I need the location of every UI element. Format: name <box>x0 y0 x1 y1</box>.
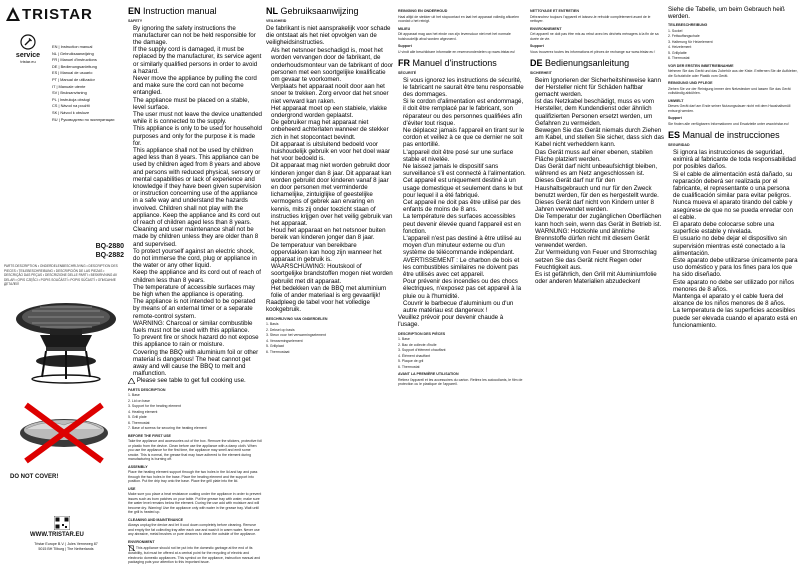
support-text-fr: Vous trouverez toutes les informations et pièces de rechange sur www.tristar.eu ! <box>530 49 656 54</box>
heading-before-de: VOR DER ERSTEN INBETRIEBNAHME <box>668 63 734 68</box>
address-line: 5015 BH Tilburg | The Netherlands <box>38 546 94 551</box>
heading-before-en: BEFORE THE FIRST USE <box>128 433 171 438</box>
safety-list-nl <box>266 47 394 299</box>
hot-surface-icon <box>128 378 135 384</box>
section-title-en: EN Instruction manual <box>128 6 217 16</box>
safety-item: • Bewegen Sie das Gerät niemals durch Ziehen am Kabel, und stellen Sie sicher, dass sich das Kabel nicht verheddern kann. <box>535 127 664 149</box>
safety-item: • The temperature of accessible surfaces may be high when the appliance is operating. <box>133 284 262 298</box>
safety-item: • Este aparato no debe ser utilizado por niños menores de 8 años. <box>673 279 798 293</box>
cleaning-text-de: Ziehen Sie vor der Reinigung immer den Netzstecker und lassen Sie das Gerät vollständig abkühlen. <box>668 86 791 96</box>
section-title-es: ES Manual de instrucciones <box>668 130 780 141</box>
do-not-cover-label: DO NOT COVER! <box>10 474 59 480</box>
safety-item: • WARNUNG: Holzkohle und ähnliche Brennstoffe dürfen nicht mit diesem Gerät verwendet werden. <box>535 228 664 250</box>
language-item: FR | Manuel d'instructions <box>52 57 97 63</box>
part-item: 1. Base <box>128 393 140 398</box>
safety-item: • Si el cable de alimentación está dañado, su reparación deberá ser realizada por el fabricante, el representante o una persona de cualificación similar para evitar peligros. <box>673 171 798 200</box>
website-link[interactable]: WWW.TRISTAR.EU <box>30 532 84 538</box>
language-item: PT | Manual de utilizador <box>52 76 95 82</box>
part-item: 1. Base <box>398 337 410 342</box>
safety-item: • Das Gerät muss auf einer ebenen, stabilen Fläche platziert werden. <box>535 149 664 163</box>
heading-cleaning-nl: REINIGING EN ONDERHOUD <box>398 9 448 13</box>
heading-use-en: USE <box>128 486 136 491</box>
qr-code-icon <box>54 516 70 530</box>
safety-item: • Dit apparaat is uitsluitend bedoeld voor huishoudelijk gebruik en voor het doel waar het voor bedoeld is. <box>271 141 394 163</box>
heading-cleaning-fr: NETTOYAGE ET ENTRETIEN <box>530 9 579 13</box>
safety-item: • L'appareil n'est pas destiné à être utilisé au moyen d'un minuteur externe ou d'un système de télécommande indépendant. <box>403 235 526 257</box>
safety-item: • By ignoring the safety instructions the manufacturer can not be held responsible for the damage. <box>133 25 262 47</box>
assembly-text-en: Place the heating element support through the two holes in the lid and tap and pass through the two holes in the base. Place the heating element and the support into position. Put the drip tray onto the base. Place the grill plate into the lid. <box>128 470 258 484</box>
safety-item: • Este aparato debe utilizarse únicamente para uso doméstico y para los fines para los que ha sido diseñado. <box>673 257 798 279</box>
heading-parts-en: PARTS DESCRIPTION <box>128 387 166 392</box>
safety-item: • Mantenga el aparato y el cable fuera del alcance de los niños menores de 8 años. <box>673 293 798 307</box>
part-item: 5. Plaque de gril <box>398 359 424 364</box>
part-item: 4. Heizelement <box>668 45 692 50</box>
part-item: 2. Bac de collecte d'huile <box>398 342 437 347</box>
safety-item: • Cet appareil est uniquement destiné à un usage domestique et seulement dans le but pour lequel il a été fabriqué. <box>403 177 526 199</box>
safety-item: • To protect yourself against an electric shock, do not immerse the cord, plug or appliance in the water or any other liquid. <box>133 248 262 270</box>
safety-list-fr <box>398 77 526 315</box>
note-fr: Veuillez prévoir pour devenir chaude à l'usage. <box>398 314 504 329</box>
safety-item: • El aparato debe colocarse sobre una superficie estable y nivelada. <box>673 221 798 235</box>
part-item: 5. Grillplatte <box>668 50 687 55</box>
safety-list-en <box>128 25 262 378</box>
hot-surface-note <box>128 377 262 384</box>
safety-item: • Si le cordon d'alimentation est endommagé, il doit être remplacé par le fabricant, son réparateur ou des personnes qualifiées afin d'éviter tout risque. <box>403 98 526 127</box>
heading-support-fr: Support <box>530 44 544 48</box>
parts-heading-multilang: PARTS DESCRIPTION • ONDERDELENBESCHRIJVING • DESCRIPTION DES PIECES • TEILEBESCHREIBUNG • DESCRIPCIÓN DE LAS PIEZAS • DESCRIÇÃO DAS PEÇAS • DESCRIZIONE DELLE PARTI • BESKRIVNING AV DELAR • OPIS CZĘŚCI • POPIS SOUČÁSTÍ • POPIS SÚČASTÍ • ОПИСАНИЕ ДЕТАЛЕЙ <box>4 264 118 287</box>
part-item: 3. Halterung für Heizelement <box>668 39 713 44</box>
model-number: BQ-2880 <box>95 243 124 250</box>
covered-grill-warning-icon <box>6 399 122 469</box>
support-text-nl: U vindt alle beschikbare informatie en reserveonderdelen op www.tristar.eu! <box>398 49 516 54</box>
safety-item: • Couvrir le barbecue d'aluminium ou d'un autre matériau est dangereux ! <box>403 300 526 314</box>
service-label: service <box>15 52 41 59</box>
part-item: 1. Basis <box>266 322 279 327</box>
part-item: 5. Grill plate <box>128 415 147 420</box>
grill-product-image <box>10 289 122 385</box>
safety-item: • Si vous ignorez les instructions de sécurité, le fabricant ne saurait être tenu responsable des dommages. <box>403 77 526 99</box>
language-item: ES | Manual de usuario <box>52 70 93 76</box>
part-item: 2. Deksel op basis <box>266 327 295 332</box>
language-list <box>52 44 122 123</box>
heading-safety-es: SEGURIDAD <box>668 143 690 148</box>
safety-item: • L'appareil doit être posé sur une surface stable et nivelée. <box>403 149 526 163</box>
cleaning-text-nl: Haal altijd de stekker uit het stopcontact en laat het apparaat volledig afkoelen voordat u het reinigt. <box>398 14 520 23</box>
safety-item: • Dit apparaat mag niet worden gebruikt door kinderen jonger dan 8 jaar. Dit apparaat kan worden gebruikt door kinderen vanaf 8 jaar en door personen met verminderde lichamelijke, zintuiglijke of geestelijke vermogens of gebrek aan ervaring en kennis, mits zij onder toezicht staan of instructies krijgen over het veilig gebruik van het apparaat. <box>271 162 394 227</box>
hot-surface-text: Please see table to get full cooking use. <box>136 377 246 385</box>
safety-item: • The appliance is not intended to be operated by means of an external timer or a separate remote-control system. <box>133 298 262 320</box>
section-title-de: DE Bedienungsanleitung <box>530 58 630 68</box>
safety-item: • Houd het apparaat en het netsnoer buiten bereik van kinderen jonger dan 8 jaar. <box>271 227 394 241</box>
heading-env-de: UMWELT <box>668 98 684 103</box>
heading-env-en: ENVIRONMENT <box>128 539 155 544</box>
env-text-en <box>128 545 262 565</box>
safety-item: • The user must not leave the device unattended while it is connected to the supply. <box>133 111 262 125</box>
part-item: 6. Thermostaat <box>266 349 290 354</box>
safety-item: • Pour prévenir des incendies ou des chocs électriques, n'exposez pas cet appareil à la pluie ou à l'humidité. <box>403 278 526 300</box>
model-numbers <box>80 242 124 260</box>
part-item: 3. Steun voor het verwarmingselement <box>266 333 326 338</box>
heading-safety-en: SAFETY <box>128 19 143 23</box>
section-en <box>128 6 262 572</box>
section-title-text: Gebruiksaanwijzing <box>280 6 359 16</box>
note-nl: Raadpleeg de tabel voor het volledige kookgebruik. <box>266 299 370 314</box>
model-number: BQ-2882 <box>95 252 124 259</box>
section-fr-de <box>530 6 664 572</box>
safety-item: • To prevent fire or shock hazard do not expose this appliance to rain or moisture. <box>133 334 262 348</box>
part-item: 5. Grillplaat <box>266 344 284 349</box>
part-item: 6. Thermostat <box>398 364 420 369</box>
use-text-en: Make sure you place a heat resistance coating under the appliance in order to prevent issues such as burn patches on your table. Put the grease tray with water, make sure the water level remains below the element. During the use add with moisture and will become dry. Warning! Use the appliance only with water in the grease tray. Wait until the grill is heated up. <box>128 492 262 515</box>
section-nl-fr <box>398 6 526 572</box>
heading-before-fr: AVANT LA PREMIÈRE UTILISATION <box>398 372 459 377</box>
heading-safety-de: SICHERHEIT <box>530 71 552 75</box>
section-de-es <box>668 6 798 572</box>
section-nl <box>266 6 394 572</box>
safety-item: • Never move the appliance by pulling the cord and make sure the cord can not become entangled. <box>133 75 262 97</box>
language-item: DE | Bedienungsanleitung <box>52 63 97 69</box>
safety-item: • WARNING: Charcoal or similar combustible fuels must not be used with this appliance. <box>133 320 262 334</box>
safety-item: • Cet appareil ne doit pas être utilisé par des enfants de moins de 8 ans. <box>403 199 526 213</box>
heading-assembly-en: ASSEMBLY <box>128 464 148 469</box>
part-item: 6. Thermostat <box>128 420 150 425</box>
support-text-de: Sie finden alle verfügbaren Informationen und Ersatzteile unter www.tristar.eu! <box>668 121 789 126</box>
heading-safety-nl: VEILIGHEID <box>266 19 287 23</box>
language-item: NL | Gebruiksaanwijzing <box>52 50 94 56</box>
safety-item: • El usuario no debe dejar el dispositivo sin supervisión mientras esté conectado a la alimentación. <box>673 235 798 257</box>
part-item: 3. Support d'élément chauffant <box>398 348 446 353</box>
safety-item: • Ne déplacez jamais l'appareil en tirant sur le cordon et veillez à ce que ce dernier ne soit pas entortillé. <box>403 127 526 149</box>
safety-list-es <box>668 149 798 329</box>
safety-item: • Keep the appliance and its cord out of reach of children less than 8 years. <box>133 269 262 283</box>
section-title-text: Manuel d'instructions <box>412 58 497 68</box>
part-item: 4. Heating element <box>128 409 158 414</box>
heading-parts-fr: DESCRIPTION DES PIÈCES <box>398 331 446 336</box>
safety-item: • This appliance shall not be used by children aged less than 8 years. This appliance can be used by children aged from 8 years and above and persons with reduced physical, sensory or mental capabilities or lack of experience and knowledge if they have been given supervision or instruction concerning use of the appliance in a safe way and understand the hazards involved. Children shall not play with the appliance. Keep the appliance and its cord out of reach of children aged less than 8 years. Cleaning and user maintenance shall not be made by children unless they are older than 8 and supervised. <box>133 147 262 248</box>
brand-logo <box>6 6 93 23</box>
language-item: EN | Instruction manual <box>52 44 93 49</box>
env-text-fr: Cet appareil ne doit pas être mis au rebut avec les déchets ménagers à la fin de sa durée de vie. <box>530 32 659 41</box>
note-de: Siehe die Tabelle, um beim Gebrauch heiß werden. <box>668 6 785 21</box>
heading-support-de: Support <box>668 116 682 121</box>
safety-item: • La temperatura de las superficies accesibles puede ser elevada cuando el aparato está en funcionamiento. <box>673 307 798 329</box>
safety-list-de <box>530 77 664 286</box>
heading-support-nl: Support <box>398 44 412 48</box>
heading-safety-fr: SÉCURITÉ <box>398 71 417 75</box>
language-item: PL | Instrukcja obsługi <box>52 96 90 102</box>
section-title-text: Manual de instrucciones <box>682 130 780 141</box>
cover-panel <box>4 4 122 571</box>
intro-nl: De fabrikant is niet aansprakelijk voor schade die ontstaat als het niet opvolgen van de veiligheidsinstructies. <box>266 24 391 46</box>
safety-item: • La température des surfaces accessibles peut devenir élevée quand l'appareil est en fonction. <box>403 213 526 235</box>
safety-item: • Die Temperatur der zugänglichen Oberflächen kann hoch sein, wenn das Gerät in Betrieb ist. <box>535 213 664 227</box>
safety-item: • Beim Ignorieren der Sicherheitshinweise kann der Hersteller nicht für Schäden haftbar gemacht werden. <box>535 77 664 99</box>
part-item: 1. Sockel <box>668 28 683 33</box>
wrench-icon <box>20 34 36 50</box>
language-item: CS | Návod na použití <box>52 103 90 109</box>
do-not-cover-illustration <box>6 399 122 509</box>
part-item: 7. Base of screws for securing the heating element <box>128 426 207 431</box>
heading-env-nl: MILIEU <box>398 26 411 31</box>
language-item: SK | Návod k obsluze <box>52 109 90 115</box>
tristar-logo-icon <box>6 7 20 21</box>
safety-item: • Verplaats het apparaat nooit door aan het snoer te trekken. Zorg ervoor dat het snoer niet verward kan raken. <box>271 83 394 105</box>
part-item: 6. Thermostat <box>668 56 690 61</box>
language-item: IT | Manuale utente <box>52 83 86 89</box>
section-title-fr: FR Manuel d'instructions <box>398 58 497 68</box>
safety-item: • Covering the BBQ with aluminium foil or other material is dangerous! The heat cannot get away and will cause the BBQ to melt and malfunction. <box>133 349 262 378</box>
part-item: 2. Fettauffangschale <box>668 34 700 39</box>
env-text-de: Dieses Gerät darf am Ende seiner Nutzungsdauer nicht mit dem Haushaltsmüll entsorgt werden. <box>668 104 791 113</box>
brand-logo-text: TRISTAR <box>22 6 93 23</box>
heading-cleaning-de: REINIGUNG UND PFLEGE <box>668 81 713 86</box>
env-text-nl: Dit apparaat mag aan het einde van zijn levensduur niet met het normale huishoudelijk afval worden afgevoerd. <box>398 32 511 41</box>
language-item: SV | Bruksanvisning <box>52 90 87 96</box>
cleaning-text-fr: Débranchez toujours l'appareil et laissez-le refroidir complètement avant de le nettoyer. <box>530 14 651 23</box>
part-item: 2. Lid on base <box>128 398 150 403</box>
grill-illustration <box>10 289 122 385</box>
language-item: RU | Руководство по эксплуатации <box>52 116 115 122</box>
safety-item: • Het bedekken van de BBQ met aluminium folie of ander materiaal is erg gevaarlijk! <box>271 285 394 299</box>
company-address <box>26 542 106 552</box>
heading-cleaning-en: CLEANING AND MAINTENANCE <box>128 517 183 522</box>
before-text-fr: Retirez l'appareil et les accessoires du carton. Retirez les autocollants, le film de protection ou le plastique de l'appareil. <box>398 377 523 387</box>
section-title-text: Bedienungsanleitung <box>545 58 630 68</box>
safety-item: • Das Gerät darf nicht unbeaufsichtigt bleiben, während es am Netz angeschlossen ist. <box>535 163 664 177</box>
section-title-text: Instruction manual <box>143 6 217 16</box>
safety-item: • Dieses Gerät darf nicht von Kindern unter 8 Jahren verwendet werden. <box>535 199 664 213</box>
service-badge <box>8 34 48 64</box>
safety-item: • Dieses Gerät darf nur für den Haushaltsgebrauch und nur für den Zweck benutzt werden, für den es hergestellt wurde. <box>535 177 664 199</box>
heading-parts-nl: BESCHRIJVING VAN ONDERDELEN <box>266 316 328 321</box>
part-item: 4. Élément chauffant <box>398 353 431 358</box>
safety-item: • Zur Vermeidung von Feuer und Stromschlag setzen Sie das Gerät nicht Regen oder Feuchtigkeit aus. <box>535 249 664 271</box>
part-item: 4. Verwarmingselement <box>266 338 303 343</box>
safety-item: • Es ist gefährlich, den Grill mit Aluminiumfolie oder anderen Materialien abzudecken! <box>535 271 664 285</box>
safety-item: • If the supply cord is damaged, it must be replaced by the manufacturer, its service agent or similarly qualified persons in order to avoid a hazard. <box>133 46 262 75</box>
safety-item: • AVERTISSEMENT : Le charbon de bois et les combustibles similaires ne doivent pas être utilisés avec cet appareil. <box>403 257 526 279</box>
safety-item: • Nunca mueva el aparato tirando del cable y asegúrese de que no se pueda enredar con el cable. <box>673 199 798 221</box>
before-text-de: Nehmen Sie das Gerät und das Zubehör aus der Kiste. Entfernen Sie die Aufkleber, die Schutzfolie oder Plastik vom Gerät. <box>668 69 798 78</box>
safety-item: • Ne laissez jamais le dispositif sans surveillance s'il est connecté à l'alimentation. <box>403 163 526 177</box>
before-text-en: Take the appliance and accessories out of the box. Remove the stickers, protective foil or plastic from the device. Clean before use the appliance with a damp cloth. When you use the appliance for the first time, the appliance may smell and emit some smoke. This is normal, the grease that may have adhered to the element during manufacturing is burning off. <box>128 439 262 462</box>
address-line: Tristar Europe B.V. | Jules Verneweg 87 <box>34 542 98 546</box>
heading-parts-de: TEILEBESCHREIBUNG <box>668 23 708 28</box>
env-text: This appliance should not be put into the domestic garbage at the end of its durability, but must be offered at a central point for the recycling of electric and electronic domestic appliances. This symbol on the appliance, instruction manual and packaging puts your attention to this important issue. <box>128 546 261 565</box>
safety-item: • The appliance must be placed on a stable, level surface. <box>133 97 262 111</box>
service-sub: tristar.eu <box>20 59 36 64</box>
cleaning-text-en: Always unplug the device and let it cool down completely before cleaning. Remove and empty the fat collecting tray after each use and wash it in warm water. Never use any abrasive, metal brushes or pure cleaners to clean the outside of the appliance. <box>128 523 260 537</box>
safety-item: • Ist das Netzkabel beschädigt, muss es vom Hersteller, dem Kundendienst oder ähnlich qualifizierten Personen ersetzt werden, um Gefahren zu vermeiden. <box>535 98 664 127</box>
heading-env-fr: ENVIRONNEMENT <box>530 26 562 31</box>
safety-item: • Het apparaat moet op een stabiele, vlakke ondergrond worden geplaatst. <box>271 105 394 119</box>
safety-item: • De gebruiker mag het apparaat niet onbeheerd achterlaten wanneer de stekker zich in het stopcontact bevindt. <box>271 119 394 141</box>
safety-item: • De temperatuur van bereikbare oppervlakken kan hoog zijn wanneer het apparaat in gebruik is. <box>271 242 394 264</box>
safety-item: • WAARSCHUWING: Houtskool of soortgelijke brandstoffen mogen niet worden gebruikt met dit apparaat. <box>271 263 394 285</box>
safety-item: • Si ignora las instrucciones de seguridad, eximirá al fabricante de toda responsabilidad por posibles daños. <box>673 149 798 171</box>
section-title-nl: NL Gebruiksaanwijzing <box>266 6 359 16</box>
part-item: 3. Support for the heating element <box>128 404 181 409</box>
safety-item: • Als het netsnoer beschadigd is, moet het worden vervangen door de fabrikant, de onderhoudsmonteur van de fabrikant of door personen met een soortgelijke kwalificatie om gevaar te voorkomen. <box>271 47 394 83</box>
safety-item: • This appliance is only to be used for household purposes and only for the purpose it is made for. <box>133 125 262 147</box>
